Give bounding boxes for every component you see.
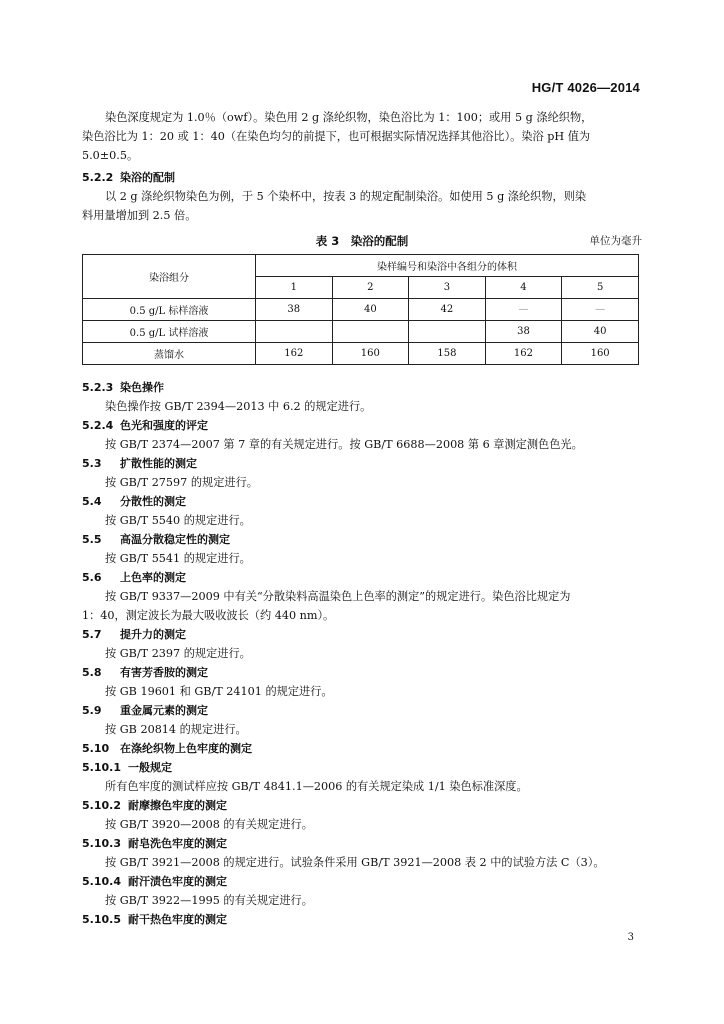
section-number: 5.9 xyxy=(82,704,102,717)
section-heading xyxy=(82,454,642,473)
column-header: 3 xyxy=(409,277,486,299)
text-line: 染色深度规定为 1.0％（owf）。染色用 2 g 涤纶织物，染色浴比为 1：100；或用 5 g 涤纶织物， xyxy=(105,111,593,124)
section-title: 耐干热色牢度的测定 xyxy=(128,913,227,926)
column-header: 1 xyxy=(256,277,333,299)
text-line: 料用量增加到 2.5 倍。 xyxy=(82,209,197,222)
table-title: 表 3 染浴的配制 xyxy=(315,234,409,248)
table-row xyxy=(83,299,639,321)
text-line: 染色浴比为 1：20 或 1：40（在染色均匀的前提下，也可根据实际情况选择其他浴比）。染浴 pH 值为 xyxy=(82,130,591,143)
section-title: 色光和强度的评定 xyxy=(120,419,208,432)
table-cell xyxy=(256,321,333,343)
table-cell: 38 xyxy=(485,321,562,343)
section-number: 5.10.5 xyxy=(82,913,121,926)
table-cell xyxy=(409,321,486,343)
section-heading xyxy=(82,758,642,777)
text-line: 5.0±0.5。 xyxy=(82,149,139,162)
section-heading xyxy=(82,796,642,815)
section-heading xyxy=(82,625,642,644)
table-row xyxy=(83,321,639,343)
section-5-2-2 xyxy=(82,168,642,225)
section-number: 5.2.3 xyxy=(82,381,114,394)
column-header: 2 xyxy=(332,277,409,299)
group-header-cell: 染样编号和染浴中各组分的体积 xyxy=(256,255,639,277)
section-number: 5.10.4 xyxy=(82,875,121,888)
text-line: 按 GB/T 9337—2009 中有关“分散染料高温染色上色率的测定”的规定进行。染色浴比规定为 xyxy=(105,590,571,603)
text-line: 按 GB/T 3922—1995 的有关规定进行。 xyxy=(105,894,313,907)
table-cell: 42 xyxy=(409,299,486,321)
section-number: 5.7 xyxy=(82,628,102,641)
page-number: 3 xyxy=(627,932,634,943)
text-line: 按 GB/T 5540 的规定进行。 xyxy=(105,514,251,527)
text-line: 以 2 g 涤纶织物染色为例，于 5 个染杯中，按表 3 的规定配制染浴。如使用 5 g 涤纶织物，则染 xyxy=(105,190,587,203)
section-number: 5.10.1 xyxy=(82,761,121,774)
section-heading xyxy=(82,168,642,187)
table-cell: — xyxy=(562,299,639,321)
section-title: 耐皂洗色牢度的测定 xyxy=(128,837,227,850)
table-row xyxy=(83,343,639,365)
section-heading xyxy=(82,416,642,435)
section-title: 扩散性能的测定 xyxy=(120,457,197,470)
table-cell: 38 xyxy=(256,299,333,321)
table-unit: 单位为毫升 xyxy=(589,235,642,247)
section-title: 耐汗渍色牢度的测定 xyxy=(128,875,227,888)
table-caption xyxy=(82,233,642,251)
section-number: 5.10.3 xyxy=(82,837,121,850)
text-line: 按 GB 20814 的规定进行。 xyxy=(105,723,247,736)
table-cell: — xyxy=(485,299,562,321)
section-number: 5.2.2 xyxy=(82,171,114,184)
text-line: 按 GB 19601 和 GB/T 24101 的规定进行。 xyxy=(105,685,333,698)
section-heading xyxy=(82,663,642,682)
section-title: 一般规定 xyxy=(128,761,172,774)
table-cell: 162 xyxy=(256,343,333,365)
section-number: 5.2.4 xyxy=(82,419,114,432)
section-heading xyxy=(82,910,642,929)
section-title: 耐摩擦色牢度的测定 xyxy=(128,799,227,812)
section-number: 5.5 xyxy=(82,533,102,546)
table-cell xyxy=(332,321,409,343)
text-line: 按 GB/T 2397 的规定进行。 xyxy=(105,647,251,660)
row-label: 0.5 g/L 试样溶液 xyxy=(83,321,256,343)
document-code: HG/T 4026—2014 xyxy=(531,80,640,95)
row-label: 0.5 g/L 标样溶液 xyxy=(83,299,256,321)
table-cell: 162 xyxy=(485,343,562,365)
section-number: 5.4 xyxy=(82,495,102,508)
text-line: 按 GB/T 5541 的规定进行。 xyxy=(105,552,251,565)
section-title: 分散性的测定 xyxy=(120,495,186,508)
text-line: 按 GB/T 3921—2008 的规定进行。试验条件采用 GB/T 3921—2008 表 2 中的试验方法 C（3）。 xyxy=(105,856,605,869)
text-line: 染色操作按 GB/T 2394—2013 中 6.2 的规定进行。 xyxy=(105,400,372,413)
section-title: 在涤纶织物上色牢度的测定 xyxy=(120,742,252,755)
section-title: 提升力的测定 xyxy=(120,628,186,641)
dye-bath-table xyxy=(82,254,639,365)
column-header: 4 xyxy=(485,277,562,299)
table-cell: 160 xyxy=(332,343,409,365)
section-number: 5.3 xyxy=(82,457,102,470)
section-title: 高温分散稳定性的测定 xyxy=(120,533,230,546)
section-heading xyxy=(82,834,642,853)
table-cell: 160 xyxy=(562,343,639,365)
sections-body xyxy=(82,378,642,929)
text-line: 1：40，测定波长为最大吸收波长（约 440 nm）。 xyxy=(82,609,335,622)
section-heading xyxy=(82,872,642,891)
text-line: 按 GB/T 3920—2008 的有关规定进行。 xyxy=(105,818,313,831)
section-heading xyxy=(82,739,642,758)
section-title: 有害芳香胺的测定 xyxy=(120,666,208,679)
text-line: 所有色牢度的测试样应按 GB/T 4841.1—2006 的有关规定染成 1/1 染色标准深度。 xyxy=(105,780,528,793)
section-title: 染色操作 xyxy=(120,381,164,394)
section-heading xyxy=(82,530,642,549)
section-heading xyxy=(82,378,642,397)
section-heading xyxy=(82,568,642,587)
row-label: 蒸馏水 xyxy=(83,343,256,365)
section-number: 5.8 xyxy=(82,666,102,679)
table-cell: 40 xyxy=(562,321,639,343)
text-line: 按 GB/T 2374—2007 第 7 章的有关规定进行。按 GB/T 6688—2008 第 6 章测定测色色光。 xyxy=(105,438,583,451)
section-heading xyxy=(82,701,642,720)
row-header-cell: 染浴组分 xyxy=(83,255,256,299)
table-cell: 158 xyxy=(409,343,486,365)
section-number: 5.10 xyxy=(82,742,110,755)
table-cell: 40 xyxy=(332,299,409,321)
section-title: 染浴的配制 xyxy=(120,171,175,184)
text-line: 按 GB/T 27597 的规定进行。 xyxy=(105,476,258,489)
section-title: 重金属元素的测定 xyxy=(120,704,208,717)
column-header: 5 xyxy=(562,277,639,299)
section-heading xyxy=(82,492,642,511)
section-number: 5.6 xyxy=(82,571,102,584)
section-number: 5.10.2 xyxy=(82,799,121,812)
intro-paragraph xyxy=(82,108,642,165)
section-title: 上色率的测定 xyxy=(120,571,186,584)
